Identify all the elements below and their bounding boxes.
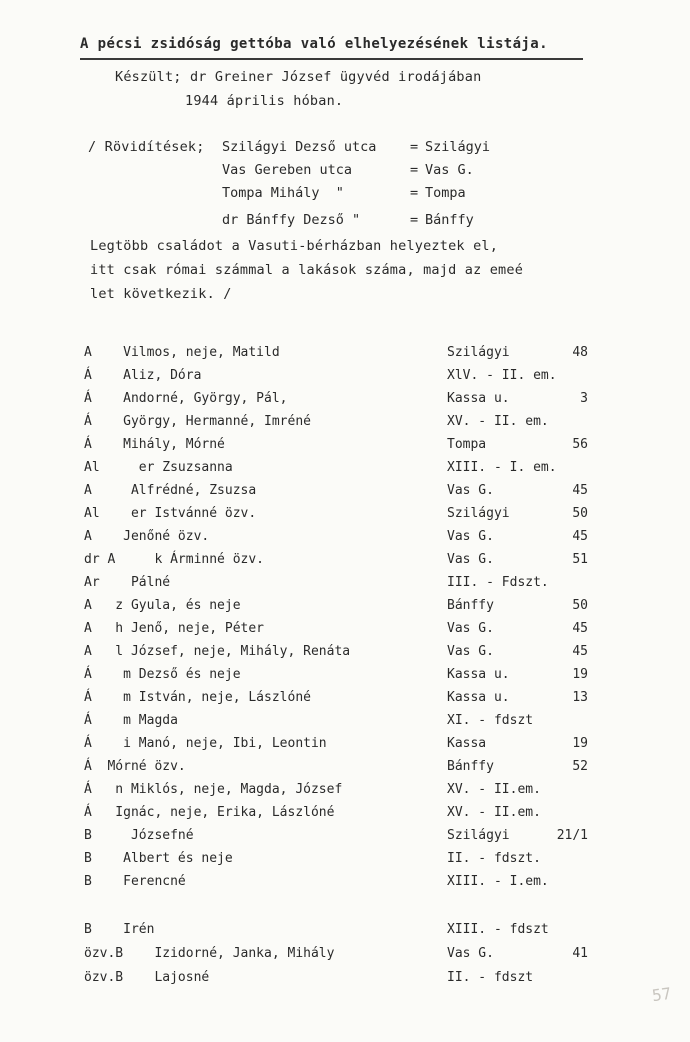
entry-house-number: 45: [572, 644, 588, 659]
abbreviation-equals: =: [410, 185, 419, 201]
page-title: A pécsi zsidóság gettóba való elhelyezésének listája.: [80, 36, 548, 52]
entry-house-number: 50: [572, 506, 588, 521]
entry-name: A h Jenő, neje, Péter: [84, 621, 265, 636]
entry-address: Vas G.: [447, 529, 494, 544]
entry-name: A z Gyula, és neje: [84, 598, 241, 613]
abbreviations-intro: / Rövidítések;: [88, 139, 205, 155]
entry-address: Kassa u.: [447, 690, 510, 705]
entry-address: Bánffy: [447, 598, 494, 613]
entry-house-number: 21/1: [556, 828, 588, 843]
abbreviation-full: dr Bánffy Dezső ": [222, 212, 361, 228]
abbreviation-equals: =: [410, 139, 419, 155]
entry-house-number: 19: [572, 667, 588, 682]
entry-name: Al er Zsuzsanna: [84, 460, 233, 475]
entry-address: Vas G.: [447, 483, 494, 498]
entry-address: Szilágyi: [447, 828, 510, 843]
entry-address: Tompa: [447, 437, 487, 452]
title-underline: [80, 58, 583, 60]
abbreviation-short: Szilágyi: [425, 139, 491, 155]
entry-name: Á Andorné, György, Pál,: [84, 391, 288, 406]
abbreviation-short: Tompa: [425, 185, 466, 201]
entry-address: III. - Fdszt.: [447, 575, 549, 590]
entry-address: Vas G.: [447, 946, 494, 961]
abbreviation-short: Vas G.: [425, 162, 474, 178]
entry-address: Szilágyi: [447, 506, 510, 521]
abbreviation-full: Szilágyi Dezső utca: [222, 139, 377, 155]
entry-name: Á Mórné özv.: [84, 759, 186, 774]
entry-house-number: 50: [572, 598, 588, 613]
entry-house-number: 41: [572, 946, 588, 961]
entry-name: Á n Miklós, neje, Magda, József: [84, 782, 343, 797]
entry-house-number: 51: [572, 552, 588, 567]
entry-name: Á Mihály, Mórné: [84, 437, 225, 452]
abbreviation-full: Vas Gereben utca: [222, 162, 353, 178]
entry-house-number: 13: [572, 690, 588, 705]
entry-name: B Irén: [84, 922, 155, 937]
entry-address: Vas G.: [447, 621, 494, 636]
entry-name: dr A k Árminné özv.: [84, 552, 265, 567]
entry-address: II. - fdszt: [447, 970, 534, 985]
entry-address: XIII. - fdszt: [447, 922, 549, 937]
entry-address: Bánffy: [447, 759, 494, 774]
entry-house-number: 19: [572, 736, 588, 751]
entry-address: II. - fdszt.: [447, 851, 541, 866]
abbreviation-equals: =: [410, 162, 419, 178]
entry-address: XI. - fdszt: [447, 713, 534, 728]
entry-name: A Vilmos, neje, Matild: [84, 345, 280, 360]
entry-name: A Jenőné özv.: [84, 529, 210, 544]
entry-address: XlV. - II. em.: [447, 368, 557, 383]
entry-address: Vas G.: [447, 644, 494, 659]
abbreviation-equals: =: [410, 212, 419, 228]
abbreviation-short: Bánffy: [425, 212, 474, 228]
entry-house-number: 48: [572, 345, 588, 360]
abbreviations-note-line: itt csak római számmal a lakások száma, majd az emeé: [90, 262, 524, 278]
abbreviation-full: Tompa Mihály ": [222, 185, 344, 201]
abbreviations-note-line: let következik. /: [90, 286, 232, 302]
entry-name: Al er Istvánné özv.: [84, 506, 257, 521]
entry-name: Á m István, neje, Lászlóné: [84, 690, 311, 705]
entry-house-number: 45: [572, 529, 588, 544]
entry-house-number: 56: [572, 437, 588, 452]
entry-address: XV. - II.em.: [447, 782, 541, 797]
entry-name: Á Ignác, neje, Erika, Lászlóné: [84, 805, 335, 820]
page-number: 57: [650, 983, 673, 1006]
entry-name: Á m Magda: [84, 713, 178, 728]
entry-name: Á i Manó, neje, Ibi, Leontin: [84, 736, 327, 751]
entry-name: B Albert és neje: [84, 851, 233, 866]
entry-name: özv.B Lajosné: [84, 970, 210, 985]
prepared-date-line: 1944 április hóban.: [185, 93, 344, 109]
entry-house-number: 45: [572, 483, 588, 498]
entry-name: B Ferencné: [84, 874, 186, 889]
entry-address: Szilágyi: [447, 345, 510, 360]
abbreviations-note-line: Legtöbb családot a Vasuti-bérházban helyeztek el,: [90, 238, 499, 254]
entry-house-number: 52: [572, 759, 588, 774]
entry-name: Á Aliz, Dóra: [84, 368, 202, 383]
entry-address: Kassa: [447, 736, 487, 751]
prepared-by-line: Készült; dr Greiner József ügyvéd irodájában: [115, 69, 482, 85]
entry-address: Kassa u.: [447, 667, 510, 682]
entry-address: XIII. - I. em.: [447, 460, 557, 475]
entry-house-number: 3: [580, 391, 588, 406]
entry-name: özv.B Izidorné, Janka, Mihály: [84, 946, 335, 961]
entry-address: XV. - II.em.: [447, 805, 541, 820]
entry-address: XIII. - I.em.: [447, 874, 549, 889]
entry-address: Vas G.: [447, 552, 494, 567]
entry-name: A Alfrédné, Zsuzsa: [84, 483, 257, 498]
entry-name: B Józsefné: [84, 828, 194, 843]
entry-name: A l József, neje, Mihály, Renáta: [84, 644, 351, 659]
entry-address: Kassa u.: [447, 391, 510, 406]
entry-house-number: 45: [572, 621, 588, 636]
entry-name: Á György, Hermanné, Imréné: [84, 414, 311, 429]
entry-name: Á m Dezső és neje: [84, 667, 241, 682]
entry-address: XV. - II. em.: [447, 414, 549, 429]
entry-name: Ar Pálné: [84, 575, 171, 590]
